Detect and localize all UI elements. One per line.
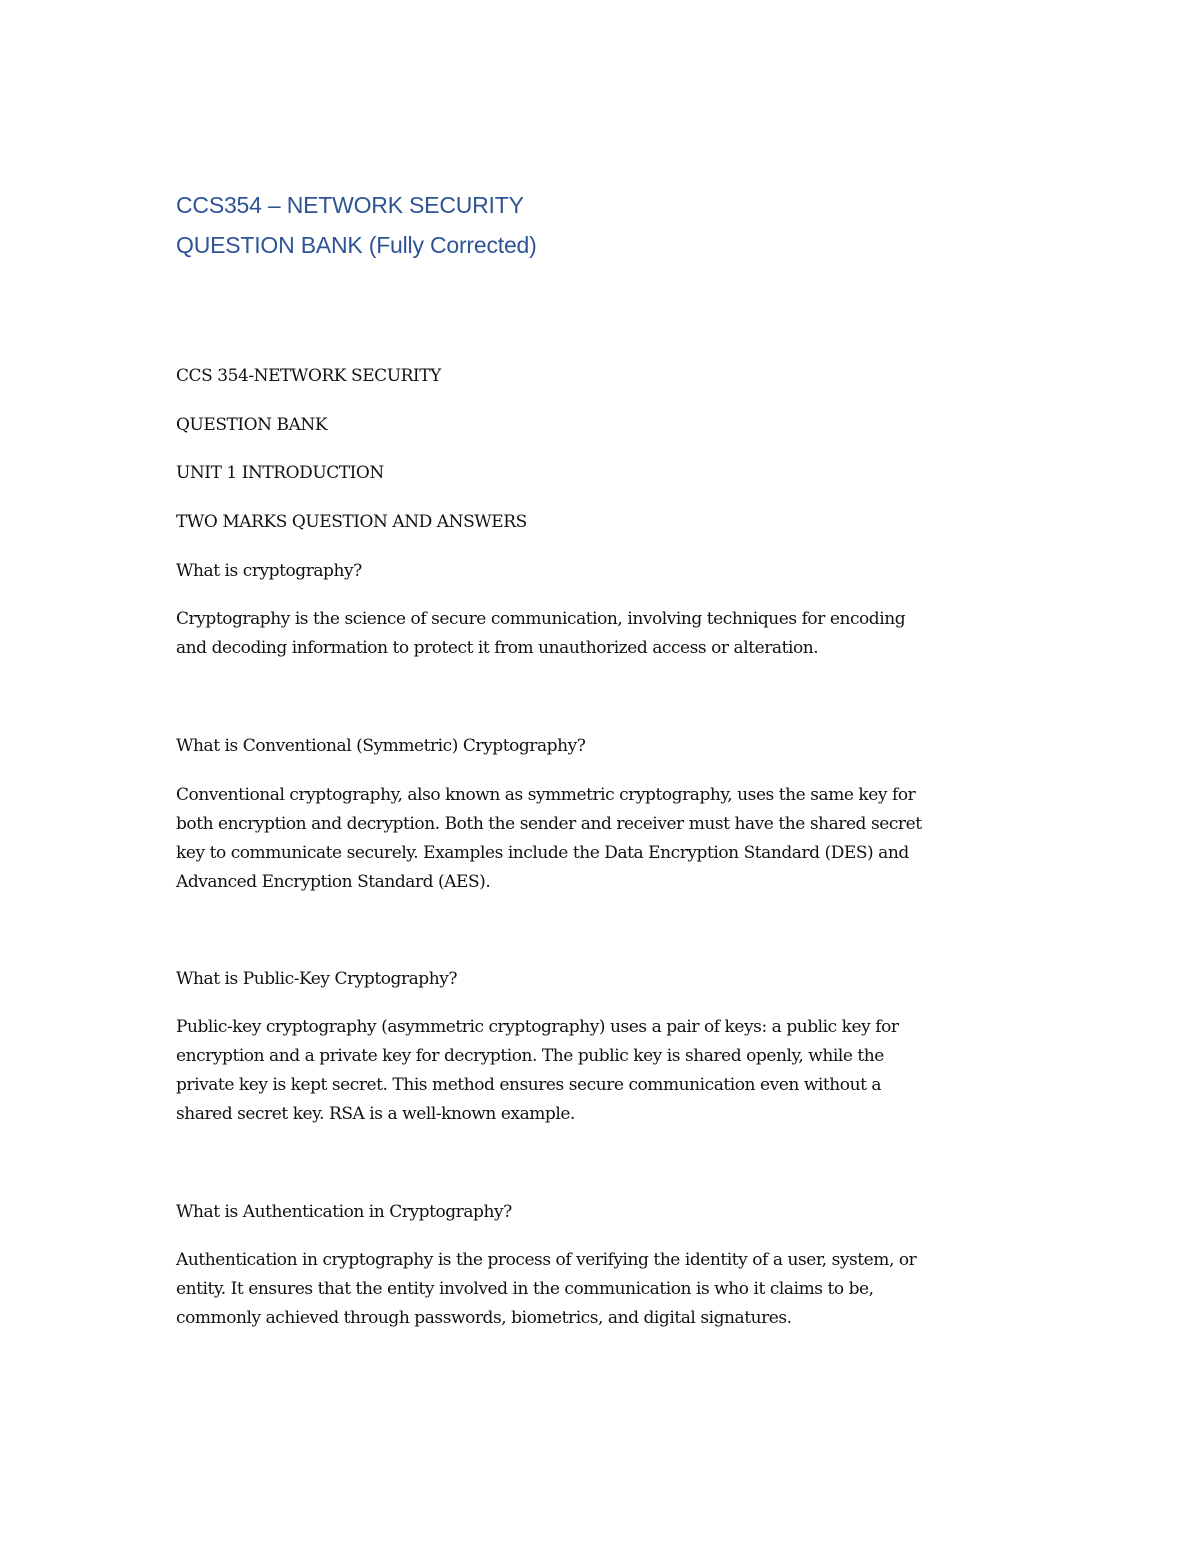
- answer-3: [176, 1013, 1036, 1129]
- answer-3-line-2: encryption and a private key for decryption. The public key is shared openly, while the: [176, 1046, 884, 1066]
- question-2: What is Conventional (Symmetric) Cryptography?: [176, 736, 586, 756]
- question-bank-line: QUESTION BANK: [176, 415, 328, 435]
- section-line: TWO MARKS QUESTION AND ANSWERS: [176, 512, 527, 532]
- answer-1-line-2: and decoding information to protect it from unauthorized access or alteration.: [176, 638, 819, 658]
- answer-2: [176, 781, 1036, 897]
- answer-3-line-4: shared secret key. RSA is a well-known example.: [176, 1104, 575, 1124]
- answer-3-line-3: private key is kept secret. This method ensures secure communication even without a: [176, 1075, 882, 1095]
- answer-2-line-4: Advanced Encryption Standard (AES).: [176, 872, 491, 892]
- answer-4: [176, 1246, 1036, 1333]
- question-1: What is cryptography?: [176, 561, 362, 581]
- answer-4-line-3: commonly achieved through passwords, biometrics, and digital signatures.: [176, 1308, 792, 1328]
- unit-line: UNIT 1 INTRODUCTION: [176, 463, 384, 483]
- answer-4-line-1: Authentication in cryptography is the process of verifying the identity of a user, system, or: [176, 1250, 917, 1270]
- document-title: CCS354 – NETWORK SECURITY: [176, 192, 524, 218]
- answer-1-line-1: Cryptography is the science of secure communication, involving techniques for encoding: [176, 609, 906, 629]
- document-subtitle: QUESTION BANK (Fully Corrected): [176, 232, 537, 258]
- answer-4-line-2: entity. It ensures that the entity involved in the communication is who it claims to be,: [176, 1279, 874, 1299]
- answer-1: [176, 605, 1036, 663]
- question-4: What is Authentication in Cryptography?: [176, 1202, 512, 1222]
- answer-2-line-3: key to communicate securely. Examples include the Data Encryption Standard (DES) and: [176, 843, 909, 863]
- question-3: What is Public-Key Cryptography?: [176, 969, 458, 989]
- answer-3-line-1: Public-key cryptography (asymmetric cryptography) uses a pair of keys: a public key for: [176, 1017, 899, 1037]
- course-line: CCS 354-NETWORK SECURITY: [176, 366, 441, 386]
- answer-2-line-1: Conventional cryptography, also known as symmetric cryptography, uses the same key for: [176, 785, 916, 805]
- answer-2-line-2: both encryption and decryption. Both the sender and receiver must have the shared secret: [176, 814, 922, 834]
